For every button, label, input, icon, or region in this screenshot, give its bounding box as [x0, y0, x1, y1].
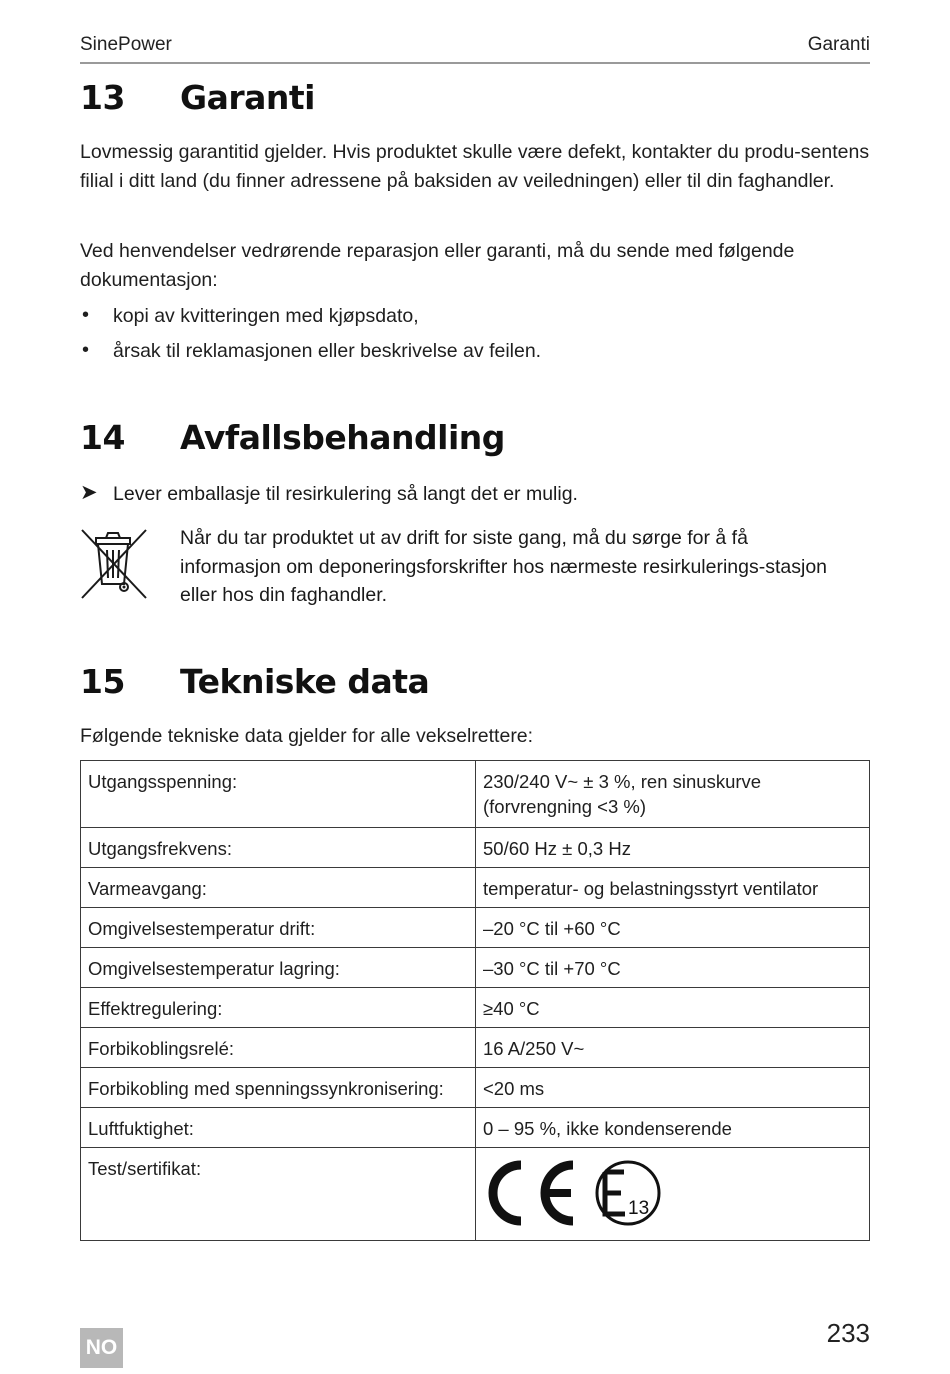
spec-value: ≥40 °C: [476, 988, 870, 1028]
section-title: Avfallsbehandling: [180, 418, 505, 457]
crossed-bin-icon: [78, 524, 152, 602]
spec-value-certs: [476, 1148, 870, 1241]
tekniske-intro: Følgende tekniske data gjelder for alle vekselrettere:: [80, 725, 534, 747]
spec-label: Omgivelsestemperatur drift:: [81, 908, 476, 948]
ce-mark-icon: [483, 1159, 579, 1227]
arrow-right-icon: ➤: [80, 481, 98, 504]
spec-label: Forbikoblingsrelé:: [81, 1028, 476, 1068]
spec-label: Varmeavgang:: [81, 868, 476, 908]
table-row: [81, 868, 870, 908]
table-row: [81, 1108, 870, 1148]
section-title: Garanti: [180, 78, 315, 117]
table-row: [81, 908, 870, 948]
spec-value: 16 A/250 V~: [476, 1028, 870, 1068]
garanti-paragraph-1: Lovmessig garantitid gjelder. Hvis produktet skulle være defekt, kontakter du produ-sentens filial i ditt land (du finner adressene på baksiden av veiledningen) eller til din faghandler.: [80, 141, 870, 192]
header-product: SinePower: [80, 34, 172, 55]
table-row: [81, 1028, 870, 1068]
svg-text:13: 13: [628, 1198, 650, 1219]
section-number: 14: [80, 418, 125, 457]
page-header: [80, 32, 870, 64]
table-row: [81, 761, 870, 828]
spec-value: –30 °C til +70 °C: [476, 948, 870, 988]
page-number: 233: [826, 1318, 870, 1348]
table-row: [81, 1068, 870, 1108]
spec-value: 50/60 Hz ± 0,3 Hz: [476, 828, 870, 868]
table-row: [81, 1148, 870, 1241]
spec-label: Test/sertifikat:: [81, 1148, 476, 1241]
table-row: [81, 948, 870, 988]
spec-value: temperatur- og belastningsstyrt ventilator: [476, 868, 870, 908]
garanti-paragraph-2: Ved henvendelser vedrørende reparasjon eller garanti, må du sende med følgende dokumentasjon:: [80, 240, 795, 291]
table-row: [81, 988, 870, 1028]
spec-label: Luftfuktighet:: [81, 1108, 476, 1148]
spec-value: 0 – 95 %, ikke kondenserende: [476, 1108, 870, 1148]
spec-table: [80, 760, 870, 1241]
spec-label: Utgangsspenning:: [81, 761, 476, 828]
bullet-icon: •: [82, 304, 90, 326]
section-title: Tekniske data: [180, 662, 430, 701]
language-badge: NO: [80, 1328, 123, 1368]
disposal-note: Når du tar produktet ut av drift for siste gang, må du sørge for å få informasjon om deponeringsforskrifter hos nærmeste resirkulerings-stasjon eller hos din faghandler.: [180, 527, 828, 606]
spec-value: <20 ms: [476, 1068, 870, 1108]
spec-value: 230/240 V~ ± 3 %, ren sinuskurve (forvrengning <3 %): [476, 761, 870, 828]
e13-mark-icon: [593, 1158, 663, 1228]
spec-label: Utgangsfrekvens:: [81, 828, 476, 868]
spec-label: Forbikobling med spenningssynkronisering:: [81, 1068, 476, 1108]
table-row: [81, 828, 870, 868]
header-chapter: Garanti: [807, 34, 870, 55]
bullet-icon: •: [82, 339, 90, 361]
section-number: 15: [80, 662, 125, 701]
spec-value: –20 °C til +60 °C: [476, 908, 870, 948]
spec-label: Effektregulering:: [81, 988, 476, 1028]
spec-label: Omgivelsestemperatur lagring:: [81, 948, 476, 988]
section-number: 13: [80, 78, 125, 117]
